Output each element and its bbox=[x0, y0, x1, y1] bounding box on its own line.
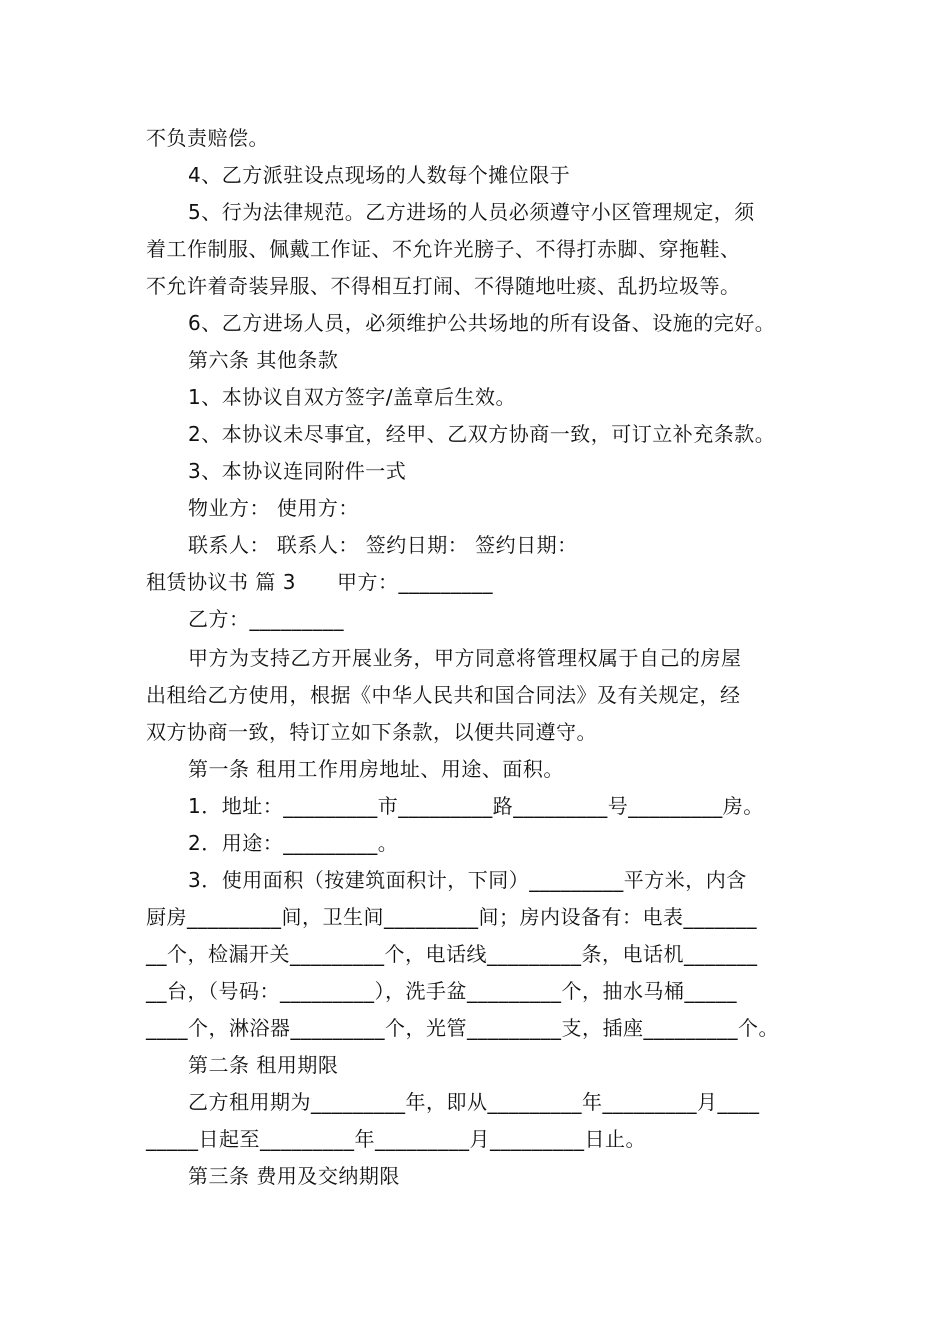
text-line: 乙方：_________ bbox=[188, 607, 344, 631]
signature-parties-line: 物业方： 使用方： bbox=[188, 496, 359, 520]
section-heading: 第三条 费用及交纳期限 bbox=[188, 1164, 400, 1188]
text-line: 厨房_________间，卫生间_________间；房内设备有：电表_______ bbox=[146, 905, 757, 929]
text-line: 不负责赔偿。 bbox=[146, 126, 269, 150]
text-line: 4、乙方派驻设点现场的人数每个摊位限于 bbox=[188, 163, 571, 187]
text-line: 3．使用面积（按建筑面积计，下同）_________平方米，内含 bbox=[188, 868, 747, 892]
text-line: 着工作制服、佩戴工作证、不允许光膀子、不得打赤脚、穿拖鞋、 bbox=[146, 237, 741, 261]
text-line: 2、本协议未尽事宜，经甲、乙双方协商一致，可订立补充条款。 bbox=[188, 422, 776, 446]
text-line: 6、乙方进场人员，必须维护公共场地的所有设备、设施的完好。 bbox=[188, 311, 776, 335]
signature-contacts-line: 联系人： 联系人： 签约日期： 签约日期： bbox=[188, 533, 578, 557]
text-line: 甲方为支持乙方开展业务，甲方同意将管理权属于自己的房屋 bbox=[188, 646, 742, 670]
text-line: ____个，淋浴器_________个，光管_________支，插座_________个。 bbox=[146, 1016, 779, 1040]
text-line: __个，检漏开关_________个，电话线_________条，电话机_______ bbox=[146, 942, 758, 966]
text-line: 5、行为法律规范。乙方进场的人员必须遵守小区管理规定，须 bbox=[188, 200, 755, 224]
text-line: 2．用途：_________。 bbox=[188, 831, 399, 855]
text-line: 乙方租用期为_________年，即从_________年_________月____ bbox=[188, 1090, 760, 1114]
text-line: 不允许着奇装异服、不得相互打闹、不得随地吐痰、乱扔垃圾等。 bbox=[146, 274, 741, 298]
text-line: 1、本协议自双方签字/盖章后生效。 bbox=[188, 385, 516, 409]
text-line: __台，（号码：_________），洗手盆_________个，抽水马桶_____ bbox=[146, 979, 737, 1003]
section-heading: 第二条 租用期限 bbox=[188, 1053, 339, 1077]
text-line: 双方协商一致，特订立如下条款，以便共同遵守。 bbox=[146, 720, 597, 744]
text-line: 出租给乙方使用，根据《中华人民共和国合同法》及有关规定，经 bbox=[146, 683, 741, 707]
section-heading: 第一条 租用工作用房地址、用途、面积。 bbox=[188, 757, 564, 781]
section-heading: 第六条 其他条款 bbox=[188, 348, 339, 372]
text-line: _____日起至_________年_________月_________日止。 bbox=[146, 1127, 646, 1151]
text-line: 3、本协议连同附件一式 bbox=[188, 459, 407, 483]
document-heading: 租赁协议书 篇 3 甲方：_________ bbox=[146, 570, 493, 594]
text-line: 1．地址：_________市_________路_________号_________房。 bbox=[188, 794, 764, 818]
